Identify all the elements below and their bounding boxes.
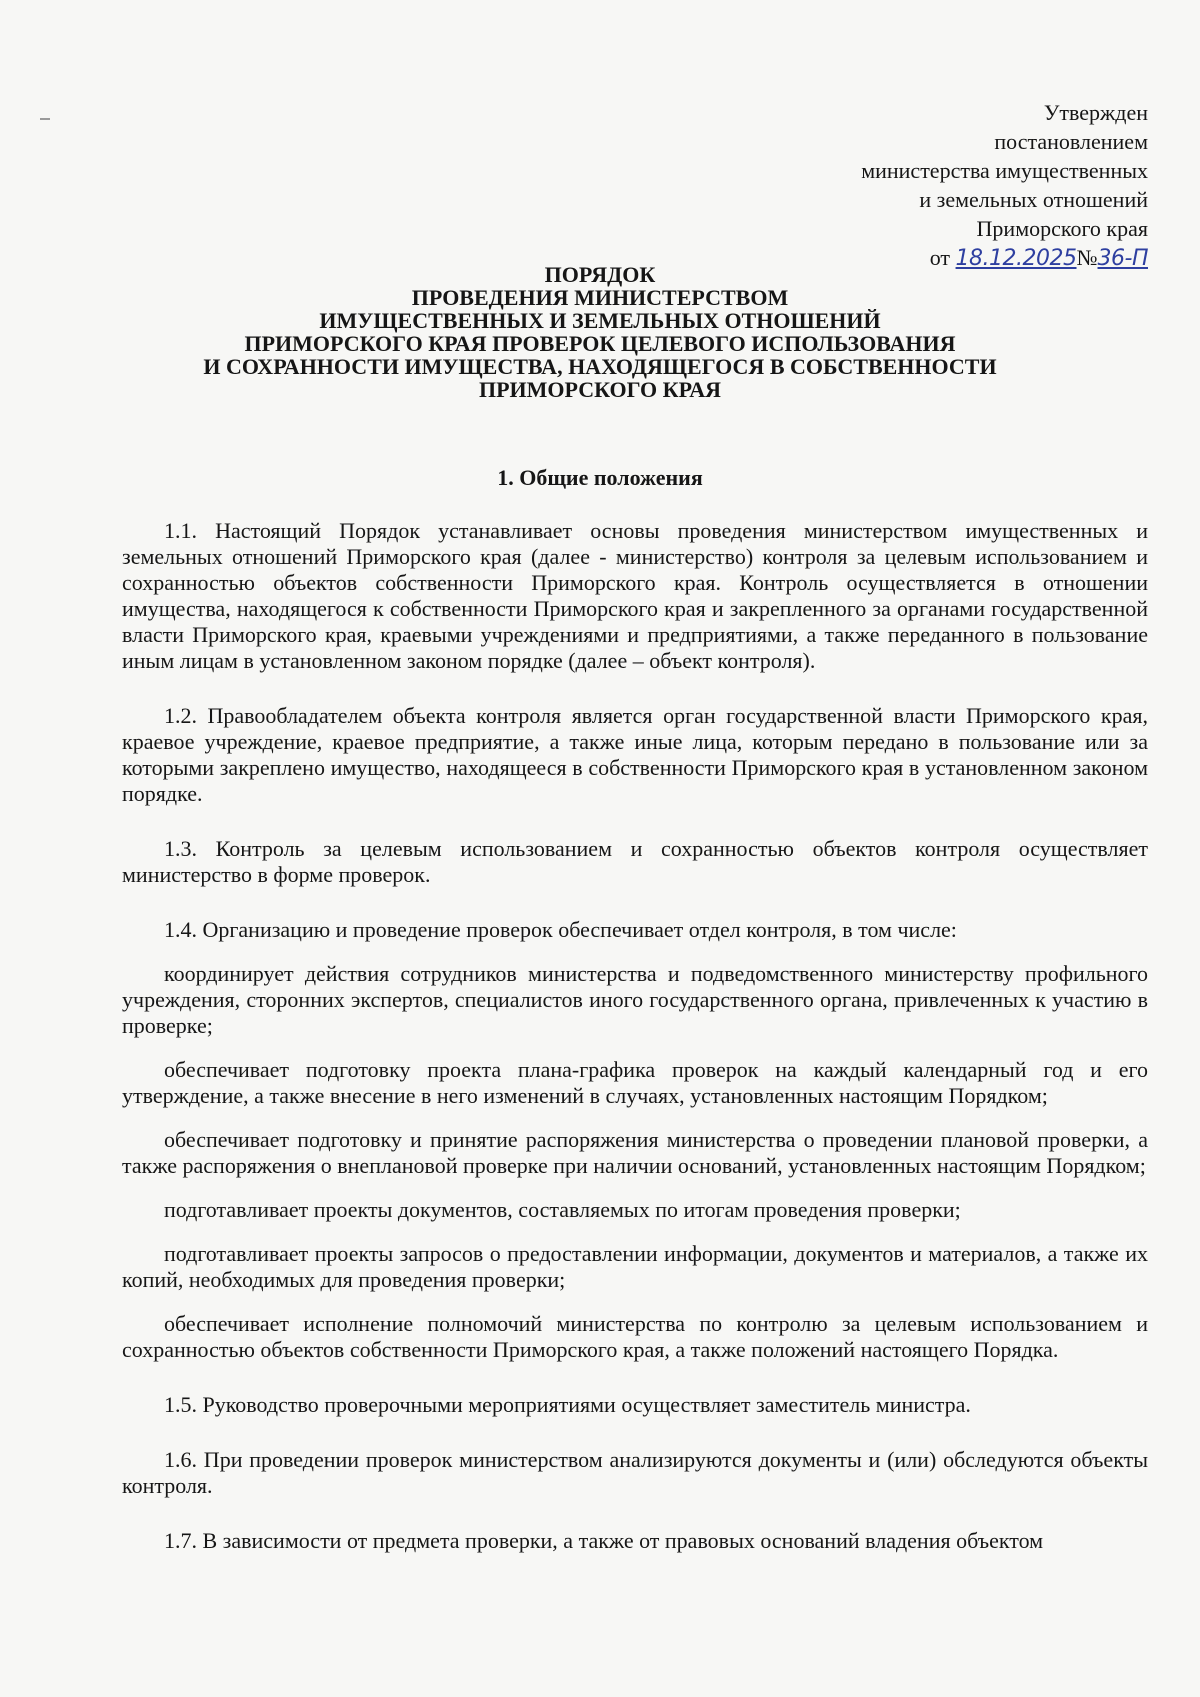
title-line: ПРИМОРСКОГО КРАЯ [478, 377, 722, 402]
handwritten-date: 18.12.2025 [955, 246, 1077, 271]
duty-item: обеспечивает подготовку проекта плана-графика проверок на каждый календарный год и его утверждение, а также внесение в него изменений в случаях, установленных настоящим Порядком; [122, 1057, 1148, 1108]
approval-line: и земельных отношений [919, 187, 1148, 212]
number-sign: № [1076, 245, 1098, 270]
scan-speck [40, 118, 50, 120]
duty-item: обеспечивает подготовку и принятие распоряжения министерства о проведении плановой проверки, а также распоряжения о внеплановой проверке при наличии оснований, установленных настоящим Порядком; [122, 1127, 1148, 1178]
title-line: ПРОВЕДЕНИЯ МИНИСТЕРСТВОМ [411, 285, 789, 310]
title-line: ПОРЯДОК [544, 262, 656, 287]
paragraph-1-6: 1.6. При проведении проверок министерством анализируются документы и (или) обследуются объекты контроля. [122, 1447, 1148, 1498]
title-line: ПРИМОРСКОГО КРАЯ ПРОВЕРОК ЦЕЛЕВОГО ИСПОЛЬЗОВАНИЯ [244, 331, 956, 356]
paragraph-1-2: 1.2. Правообладателем объекта контроля является орган государственной власти Приморского края, краевое учреждение, краевое предприятие, а также иные лица, которым передано в пользование или за которыми закреплено имущество, находящееся в собственности Приморского края в установленном законом порядке. [122, 703, 1148, 806]
approval-stamp [861, 98, 1148, 273]
approval-line: Утвержден [1043, 100, 1148, 125]
title-line: ИМУЩЕСТВЕННЫХ И ЗЕМЕЛЬНЫХ ОТНОШЕНИЙ [319, 308, 881, 333]
document-body [122, 518, 1148, 1554]
duty-item: подготавливает проекты документов, составляемых по итогам проведения проверки; [164, 1197, 961, 1222]
paragraph-1-5: 1.5. Руководство проверочными мероприятиями осуществляет заместитель министра. [164, 1392, 971, 1417]
title-line: И СОХРАННОСТИ ИМУЩЕСТВА, НАХОДЯЩЕГОСЯ В СОБСТВЕННОСТИ [203, 354, 997, 379]
paragraph-1-3: 1.3. Контроль за целевым использованием и сохранностью объектов контроля осуществляет министерство в форме проверок. [122, 836, 1148, 887]
approval-line: министерства имущественных [861, 158, 1148, 183]
paragraph-1-7: 1.7. В зависимости от предмета проверки, а также от правовых оснований владения объектом [164, 1528, 1044, 1553]
duty-item: обеспечивает исполнение полномочий министерства по контролю за целевым использованием и сохранностью объектов собственности Приморского края, а также положений настоящего Порядка. [122, 1311, 1148, 1362]
date-prefix: от [929, 245, 951, 270]
handwritten-number: 36-П [1097, 246, 1148, 271]
duty-item: координирует действия сотрудников министерства и подведомственного министерству профильного учреждения, сторонних экспертов, специалистов иного государственного органа, привлеченных к участию в проверке; [122, 961, 1148, 1038]
paragraph-1-1: 1.1. Настоящий Порядок устанавливает основы проведения министерством имущественных и земельных отношений Приморского края (далее - министерство) контроля за целевым использованием и сохранностью объектов собственности Приморского края. Контроль осуществляется в отношении имущества, находящегося к собственности Приморского края и закрепленного за органами государственной власти Приморского края, краевыми учреждениями и предприятиями, а также переданного в пользование иным лицам в установленном законом порядке (далее – объект контроля). [122, 518, 1148, 673]
paragraph-1-4: 1.4. Организацию и проведение проверок обеспечивает отдел контроля, в том числе: [164, 917, 957, 942]
document-title [90, 263, 1110, 401]
approval-line: Приморского края [976, 216, 1148, 241]
approval-line: постановлением [994, 129, 1148, 154]
duty-item: подготавливает проекты запросов о предоставлении информации, документов и материалов, а также их копий, необходимых для проведения проверки; [122, 1241, 1148, 1292]
section-heading: 1. Общие положения [497, 465, 703, 490]
